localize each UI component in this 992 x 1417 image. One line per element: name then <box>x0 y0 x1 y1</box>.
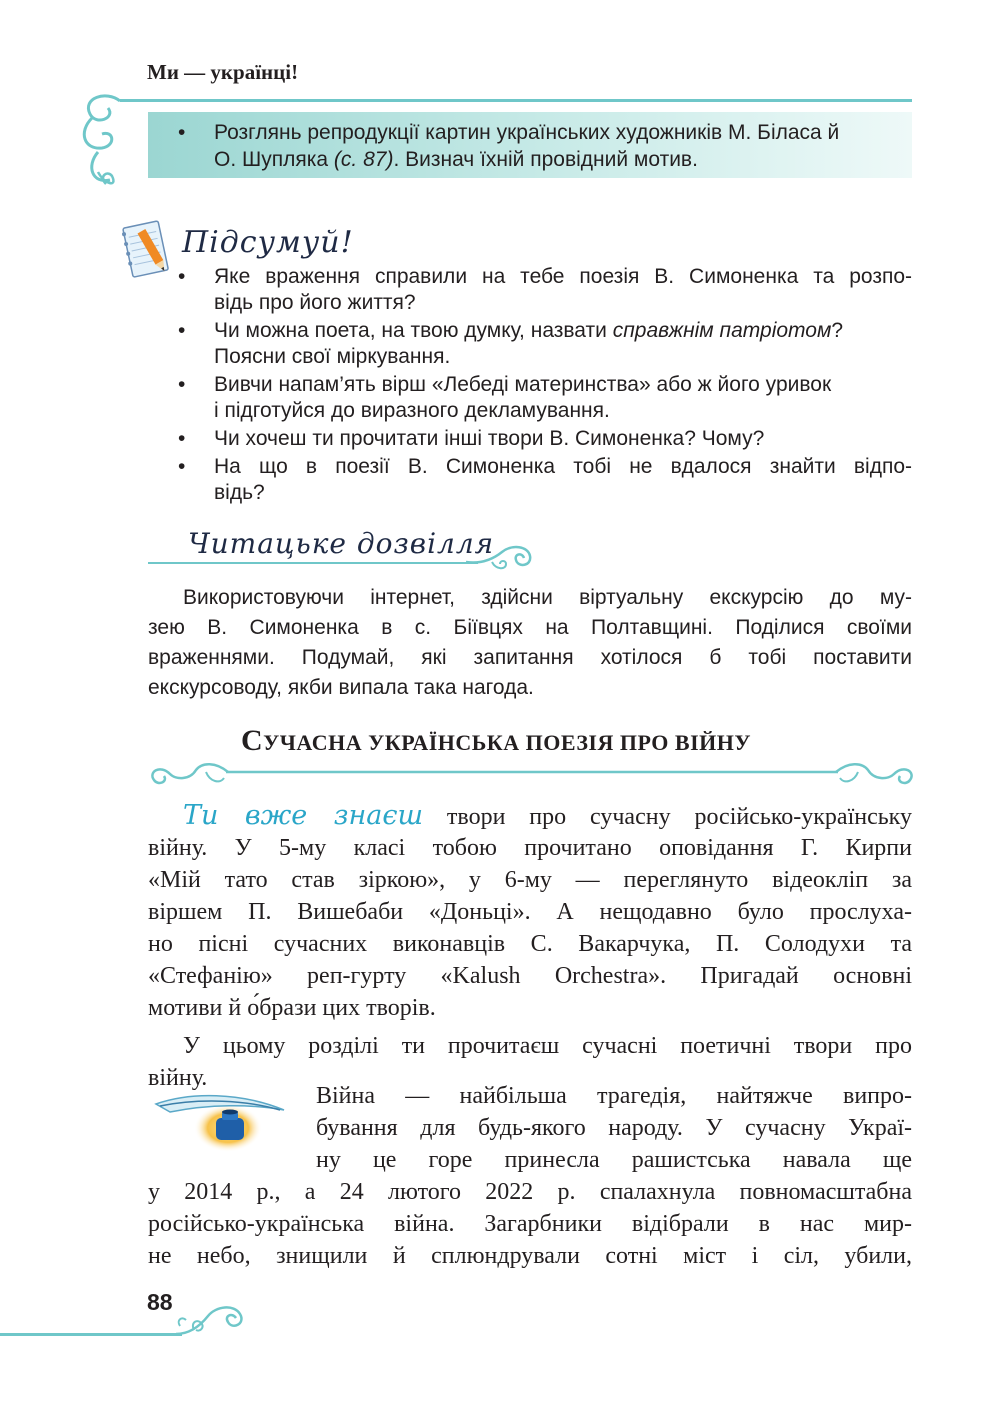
swirl-ornament-icon <box>68 92 138 202</box>
summary-question-5: • На що в поезії В. Симоненка тобі не вдалося знайти відпо- <box>178 455 912 478</box>
summary-question-2-cont: Поясни свої міркування. <box>214 345 451 368</box>
war-line-1: Війна — найбільша трагедія, найтяжче випро- <box>316 1083 912 1109</box>
intro-line-1: Ти вже знаєш твори про сучасну російсько-українську <box>183 800 912 831</box>
summary-question-2: • Чи можна поета, на твою думку, назвати справжнім патріотом? <box>178 319 844 342</box>
war-line-5: російсько-українська війна. Загарбники відібрали в нас мир- <box>148 1211 912 1237</box>
war-line-6: не небо, знищили й сплюндрували сотні міст і сіл, убили, <box>148 1243 912 1269</box>
war-line-3: ну це горе принесла рашистська навала ще <box>316 1147 912 1173</box>
war-line-4: у 2014 р., а 24 лютого 2022 р. спалахнула повномасштабна <box>148 1179 912 1205</box>
leisure-line-3: враженнями. Подумай, які запитання хотілося б тобі поставити <box>148 646 912 669</box>
header-rule <box>120 99 912 102</box>
summary-question-3: • Вивчи напам’ять вірш «Лебеді материнства» або ж його уривок <box>178 373 832 396</box>
swirl-ornament-icon <box>462 540 538 576</box>
page-number: 88 <box>147 1289 173 1315</box>
intro-line-3: «Мій тато став зіркою», у 6-му — переглянуто відеокліп за <box>148 867 912 893</box>
summary-question-1: • Яке враження справили на тебе поезія В. Симоненка та розпо- <box>178 265 912 288</box>
intro-line-2: війну. У 5-му класі тобою прочитано оповідання Г. Кирпи <box>148 835 912 861</box>
bullet-icon: • <box>178 265 186 288</box>
leisure-line-1: Використовуючи інтернет, здійсни віртуальну екскурсію до му- <box>183 586 912 609</box>
lead-in: Ти вже знаєш <box>183 800 424 831</box>
task-line-1: • Розглянь репродукції картин українських художників М. Біласа й <box>178 121 840 144</box>
summary-question-4: • Чи хочеш ти прочитати інші твори В. Симоненка? Чому? <box>178 427 765 450</box>
intro-line-6: «Стефанію» реп-гурту «Kalush Orchestra». Пригадай основні <box>148 963 912 989</box>
bullet-icon: • <box>178 121 186 144</box>
intro-p2-line-1: У цьому розділі ти прочитаєш сучасні поетичні твори про <box>183 1033 912 1059</box>
section-title: СУЧАСНА УКРАЇНСЬКА ПОЕЗІЯ ПРО ВІЙНУ <box>240 724 752 757</box>
summary-question-3-cont: і підготуйся до виразного декламування. <box>214 399 610 422</box>
bullet-icon: • <box>178 373 186 396</box>
intro-line-5: но пісні сучасних виконавців С. Вакарчука, П. Солодухи та <box>148 931 912 957</box>
bullet-icon: • <box>178 427 186 450</box>
quill-inkwell-icon <box>150 1082 290 1154</box>
leisure-line-2: зею В. Симоненка в с. Біївцях на Полтавщині. Поділися своїми <box>148 616 912 639</box>
section-divider-ornament <box>146 752 918 792</box>
leisure-rule <box>148 562 478 564</box>
intro-p2-line-2: війну. <box>148 1065 208 1091</box>
war-line-2: бування для будь-якого народу. У сучасну Украї- <box>316 1115 912 1141</box>
summary-question-5-cont: відь? <box>214 481 265 504</box>
swirl-ornament-icon <box>172 1296 248 1342</box>
intro-line-7: мотиви й о́брази цих творів. <box>148 995 436 1021</box>
intro-line-4: віршем П. Вишебаби «Доньці». А нещодавно було прослуха- <box>148 899 912 925</box>
bullet-icon: • <box>178 319 186 342</box>
summary-title: Підсумуй! <box>182 225 354 260</box>
leisure-title: Читацьке дозвілля <box>188 527 495 560</box>
task-line-2: О. Шупляка (с. 87). Визнач їхній провідний мотив. <box>214 148 698 171</box>
running-header: Ми — українці! <box>147 60 299 84</box>
leisure-line-4: екскурсоводу, якби випала така нагода. <box>148 676 534 699</box>
summary-question-1-cont: відь про його життя? <box>214 291 416 314</box>
footer-rule <box>0 1333 182 1336</box>
bullet-icon: • <box>178 455 186 478</box>
notebook-pencil-icon <box>114 218 178 284</box>
